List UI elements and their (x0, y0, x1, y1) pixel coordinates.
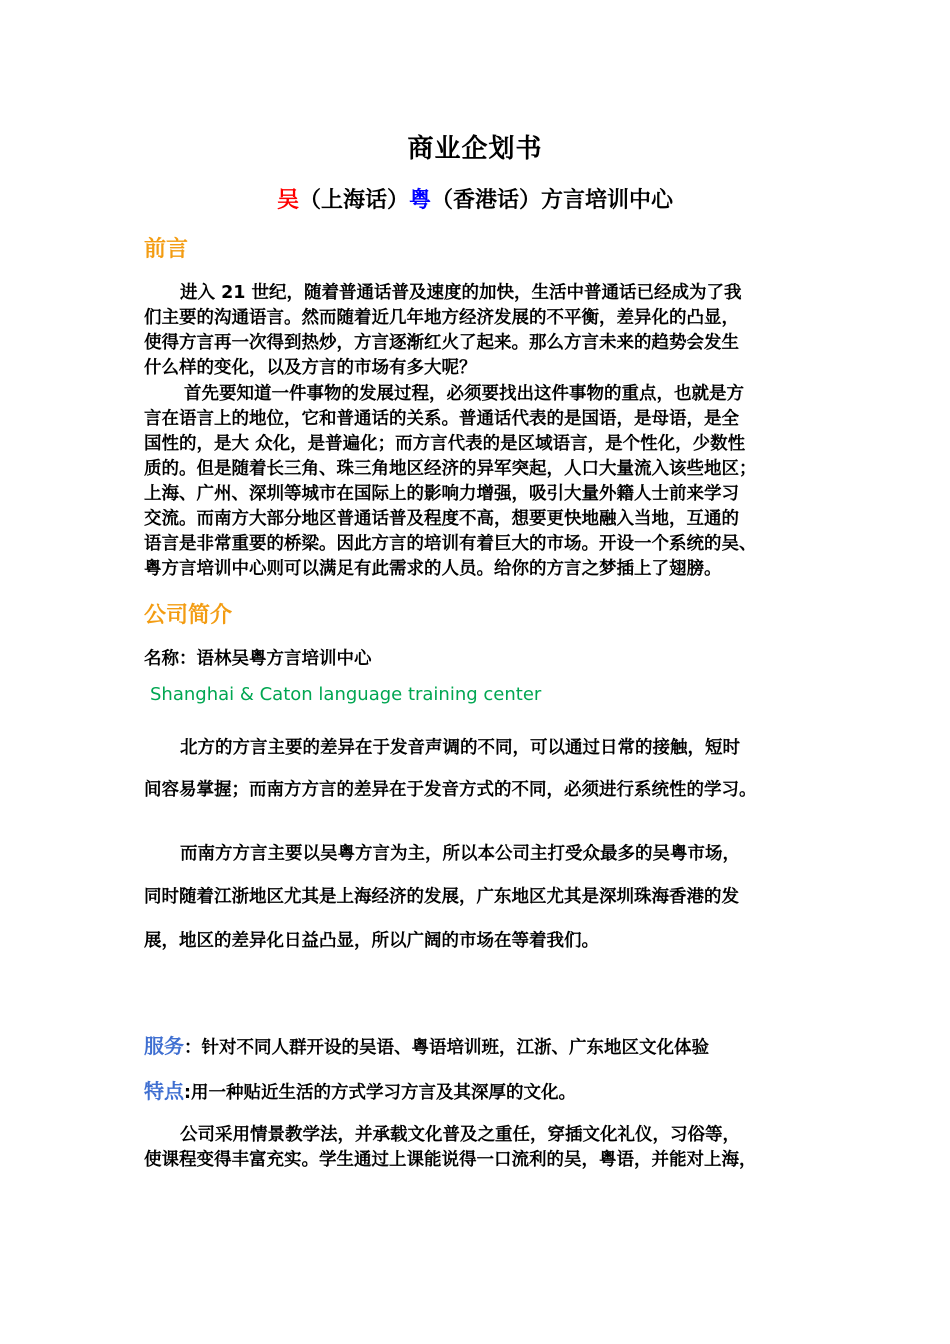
feature-label: 特点 (144, 1079, 184, 1103)
preface-p1-line: 使得方言再一次得到热炒，方言逐渐红火了起来。那么方言未来的趋势会发生 (144, 333, 739, 353)
preface-p2-line: 质的。但是随着长三角、珠三角地区经济的异军突起，人口大量流入该些地区； (144, 459, 757, 479)
preface-p2-line: 言在语言上的地位，它和普通话的关系。普通话代表的是国语，是母语，是全 (144, 409, 739, 429)
subtitle-part2: （香港话）方言培训中心 (431, 188, 674, 213)
preface-p2-line: 上海、广州、深圳等城市在国际上的影响力增强，吸引大量外籍人士前来学习 (144, 484, 739, 504)
company-heading: 公司简介 (144, 603, 233, 628)
subtitle-wu: 吴 (276, 188, 299, 213)
service-label: 服务 (144, 1034, 184, 1058)
company-p4-line: 同时随着江浙地区尤其是上海经济的发展，广东地区尤其是深圳珠海香港的发 (144, 887, 739, 907)
company-p5-line: 公司采用情景教学法，并承载文化普及之重任，穿插文化礼仪，习俗等， (180, 1125, 740, 1145)
company-name-line: 名称：语林吴粤方言培训中心 (144, 649, 372, 669)
subtitle-yue: 粤 (409, 188, 432, 213)
subtitle-part1: （上海话） (298, 188, 409, 213)
preface-p1-line: 进入 21 世纪，随着普通话普及速度的加快，生活中普通话已经成为了我 (180, 283, 742, 303)
document-subtitle (0, 183, 950, 214)
preface-p2-line: 国性的，是大 众化，是普遍化；而方言代表的是区域语言，是个性化，少数性 (144, 434, 746, 454)
preface-p2-line: 首先要知道一件事物的发展过程，必须要找出这件事物的重点，也就是方 (184, 384, 744, 404)
preface-p1-line: 什么样的变化，以及方言的市场有多大呢？ (144, 358, 477, 378)
preface-p2-line: 粤方言培训中心则可以满足有此需求的人员。给你的方言之梦插上了翅膀。 (144, 559, 722, 579)
company-p3-line: 北方的方言主要的差异在于发音声调的不同，可以通过日常的接触，短时 (180, 738, 740, 758)
feature-line (144, 1075, 824, 1104)
company-english-name: Shanghai & Caton language training center (150, 684, 542, 705)
company-p5-line: 使课程变得丰富充实。学生通过上课能说得一口流利的吴，粤语，并能对上海， (144, 1150, 757, 1170)
company-p4-line: 展，地区的差异化日益凸显，所以广阔的市场在等着我们。 (144, 931, 599, 951)
preface-heading: 前言 (144, 237, 189, 262)
company-p3-line: 间容易掌握；而南方方言的差异在于发音方式的不同，必须进行系统性的学习。 (144, 780, 757, 800)
preface-p2-line: 语言是非常重要的桥梁。因此方言的培训有着巨大的市场。开设一个系统的吴、 (144, 534, 757, 554)
document-title: 商业企划书 (407, 134, 543, 164)
preface-p1-line: 们主要的沟通语言。然而随着近几年地方经济发展的不平衡，差异化的凸显， (144, 308, 739, 328)
service-line (144, 1030, 824, 1059)
company-p4-line: 而南方方言主要以吴粤方言为主，所以本公司主打受众最多的吴粤市场， (180, 844, 740, 864)
preface-p2-line: 交流。而南方大部分地区普通话普及程度不高，想要更快地融入当地，互通的 (144, 509, 739, 529)
feature-text: :用一种贴近生活的方式学习方言及其深厚的文化。 (184, 1083, 576, 1103)
service-text: ：针对不同人群开设的吴语、粤语培训班，江浙、广东地区文化体验 (184, 1038, 709, 1058)
